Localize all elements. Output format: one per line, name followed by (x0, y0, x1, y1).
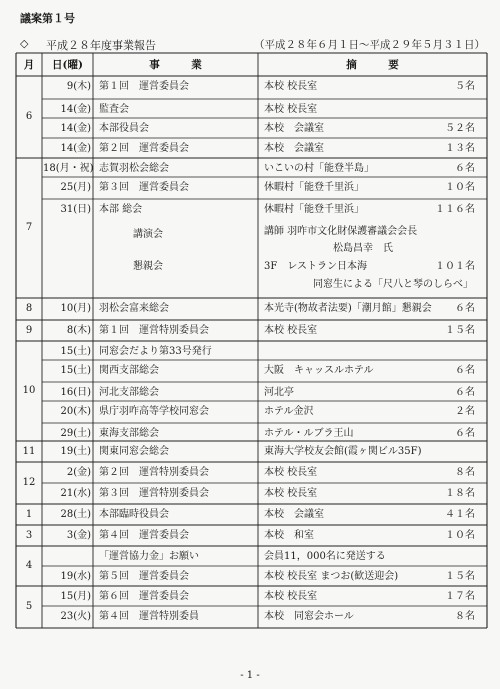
row-date: 29(土) (60, 428, 91, 439)
row-place: 休暇村「能登千里浜」 (264, 182, 364, 193)
row-place: いこいの村「能登半島」 (264, 163, 374, 174)
row-count: １０名 (445, 530, 475, 541)
row-date: 19(水) (60, 571, 91, 582)
row-place: 会員11，000名に発送する (264, 551, 386, 562)
row-event: 第１回 運営特別委員会 (99, 325, 209, 336)
row-count: ６名 (455, 163, 475, 174)
row-place: 本校 和室 (264, 530, 314, 541)
row-date: 21(水) (60, 488, 91, 499)
row-count: ８名 (455, 611, 475, 622)
row-count: １０名 (445, 182, 475, 193)
row-event-sub: 懇親会 (133, 261, 163, 272)
row-event: 第４回 運営特別委員 (99, 611, 199, 622)
row-date: 8(木) (66, 325, 91, 336)
row-place: 本校 校長室 (264, 81, 318, 92)
month-label: 8 (25, 303, 33, 314)
row-event: 関東同窓会総会 (99, 446, 169, 457)
row-event: 東海支部総会 (99, 428, 159, 439)
row-place: 河北亭 (264, 387, 294, 398)
month-label: 6 (25, 111, 33, 122)
report-period: （平成２８年６月１日〜平成２９年５月３１日） (254, 39, 485, 51)
row-date: 10(月) (60, 303, 91, 314)
month-label: 10 (22, 385, 36, 396)
row-date: 18(月・祝) (43, 163, 94, 174)
header-event: 事 業 (149, 59, 202, 71)
row-detail-line: 講師 羽咋市文化財保護審議会会長 (264, 226, 418, 237)
report-title: 平成２８年度事業報告 (46, 39, 156, 52)
row-date: 2(金) (66, 467, 91, 478)
row-count: １７名 (445, 591, 475, 602)
row-event: 第５回 運営委員会 (99, 571, 189, 582)
row-count: ６名 (455, 365, 475, 376)
row-place: 本校 会議室 (264, 123, 324, 134)
row-count: ４１名 (445, 509, 475, 520)
row-count: １８名 (445, 488, 475, 499)
row-event: 第２回 運営委員会 (99, 143, 189, 154)
row-event: 第２回 運営特別委員会 (99, 467, 209, 478)
row-event: 本部 総会 (99, 204, 143, 215)
month-label: 1 (25, 508, 33, 520)
page-number: - 1 - (240, 670, 260, 681)
row-event: 河北支部総会 (99, 387, 159, 398)
row-date: 28(土) (60, 509, 91, 520)
row-place: 本校 校長室 (264, 467, 318, 478)
row-date: 23(火) (60, 611, 91, 622)
row-count: ５２名 (445, 123, 475, 134)
row-place: 本校 会議室 (264, 509, 324, 520)
row-date: 15(土) (60, 365, 91, 376)
row-place: 東海大学校友会館(霞ヶ関ビル35F) (264, 446, 422, 457)
row-count: １０１名 (435, 261, 475, 272)
row-place: 本校 会議室 (264, 143, 324, 154)
row-event: 本部臨時役員会 (99, 509, 169, 520)
row-event: 第３回 運営委員会 (99, 182, 189, 193)
row-date: 31(日) (60, 204, 91, 215)
month-label: 9 (25, 324, 33, 336)
diamond-bullet-icon: ◇ (20, 37, 29, 50)
row-place: ホテル・ルブラ王山 (264, 428, 354, 439)
month-label: 5 (25, 601, 33, 612)
row-date: 14(金) (60, 143, 91, 154)
row-event: 羽松会富来総会 (99, 303, 169, 314)
row-detail-line: 松島昌幸 氏 (333, 243, 393, 254)
row-count: ２名 (455, 406, 475, 417)
month-label: 12 (22, 477, 36, 488)
row-place: 大阪 キャッスルホテル (264, 365, 374, 376)
row-event: 志賀羽松会総会 (99, 163, 169, 174)
row-event: 本部役員会 (99, 123, 149, 134)
header-details: 摘 要 (346, 59, 399, 71)
month-label: 3 (25, 529, 33, 541)
row-date: 3(金) (66, 530, 91, 541)
row-place: 本校 校長室 まつお(歓送迎会) (264, 571, 399, 582)
row-date: 16(日) (60, 387, 91, 398)
row-event: 県庁羽咋高等学校同窓会 (99, 406, 209, 417)
row-detail-line: 3F レストラン日本海 (264, 261, 368, 272)
row-count: ８名 (455, 467, 475, 478)
row-event: 第３回 運営特別委員会 (99, 488, 209, 499)
row-date: 14(金) (60, 123, 91, 134)
row-place: 本校 校長室 (264, 488, 318, 499)
row-event: 同窓会だより第33号発行 (99, 346, 212, 357)
month-label: 4 (25, 560, 33, 571)
row-event: 第６回 運営委員会 (99, 591, 189, 602)
row-event: 第１回 運営委員会 (99, 81, 189, 92)
month-label: 7 (25, 222, 33, 233)
month-label: 11 (22, 445, 36, 457)
row-count: ６名 (455, 428, 475, 439)
document-label: 議案第１号 (20, 12, 75, 25)
row-date: 25(月) (60, 182, 91, 193)
row-date: 20(木) (60, 406, 91, 417)
row-event-sub: 講演会 (133, 229, 163, 240)
row-date: 15(土) (60, 346, 91, 357)
row-place: 本校 校長室 (264, 591, 318, 602)
row-count: ６名 (455, 303, 475, 314)
row-count: １５名 (445, 571, 475, 582)
row-count: ５名 (455, 81, 475, 92)
row-event: 第４回 運営委員会 (99, 530, 189, 541)
row-detail-line: 同窓生による「尺八と琴のしらべ」 (313, 279, 473, 290)
row-count: １５名 (445, 325, 475, 336)
header-date: 日(曜) (52, 59, 83, 71)
row-place: 本校 校長室 (264, 104, 318, 115)
header-month: 月 (23, 59, 35, 71)
row-event: 関西支部総会 (99, 365, 159, 376)
row-place: ホテル金沢 (264, 406, 314, 417)
row-count: １３名 (445, 143, 475, 154)
row-date: 19(土) (60, 446, 91, 457)
row-place: 本校 同窓会ホール (264, 611, 354, 622)
row-event: 監査会 (99, 104, 129, 115)
row-count: ６名 (455, 387, 475, 398)
row-date: 15(月) (60, 591, 91, 602)
row-place: 本校 校長室 (264, 325, 318, 336)
row-date: 14(金) (60, 104, 91, 115)
row-place: 休暇村「能登千里浜」 (264, 204, 364, 215)
row-event: 「運営協力金」お願い (99, 551, 199, 562)
row-date: 9(木) (66, 81, 91, 92)
row-count: １１６名 (435, 204, 475, 215)
row-place: 本光寺(物故者法要)「潮月館」懇親会 (264, 303, 432, 314)
